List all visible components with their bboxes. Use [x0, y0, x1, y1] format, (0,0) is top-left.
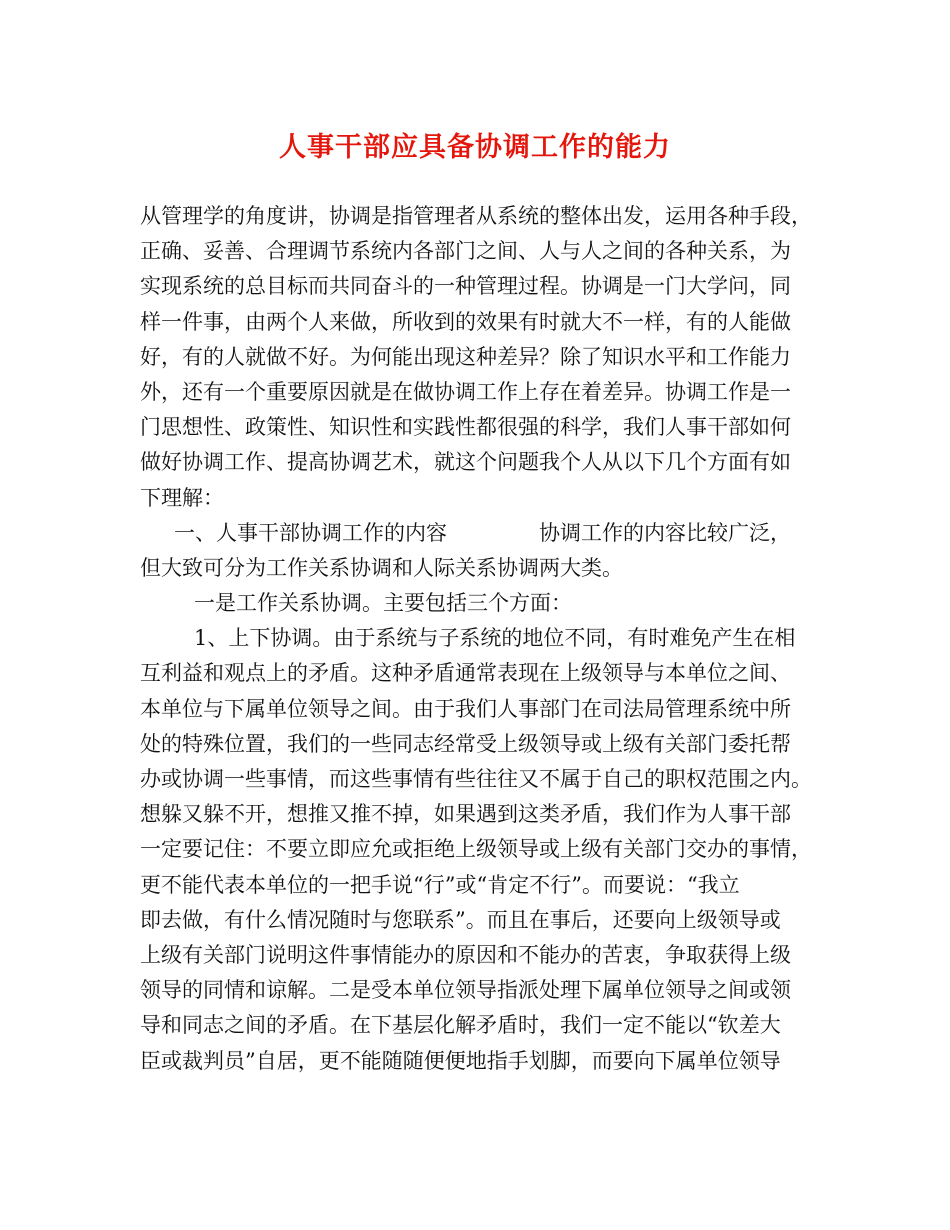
document-body	[140, 199, 820, 1079]
section-heading-line	[140, 516, 820, 551]
paragraph-line: 更不能代表本单位的一把手说“行”或“肯定不行”。而要说：“我立	[140, 872, 740, 897]
paragraph-line: 互利益和观点上的矛盾。这种矛盾通常表现在上级领导与本单位之间、	[140, 661, 791, 686]
paragraph-line: 好，有的人就做不好。为何能出现这种差异？除了知识水平和工作能力	[140, 344, 791, 369]
paragraph-line: 实现系统的总目标而共同奋斗的一种管理过程。协调是一门大学问，同	[140, 274, 791, 299]
paragraph-line: 导和同志之间的矛盾。在下基层化解矛盾时，我们一定不能以“钦差大	[140, 1013, 781, 1038]
paragraph-line: 办或协调一些事情，而这些事情有些往往又不属于自己的职权范围之内。	[140, 767, 812, 791]
paragraph-line: 一定要记住：不要立即应允或拒绝上级领导或上级有关部门交办的事情，	[140, 837, 812, 862]
paragraph-line: 下理解：	[140, 485, 224, 510]
paragraph-line: 即去做，有什么情况随时与您联系”。而且在事后，还要向上级领导或	[140, 907, 781, 932]
paragraph-line: 本单位与下属单位领导之间。由于我们人事部门在司法局管理系统中所	[140, 696, 791, 721]
paragraph-line: 样一件事，由两个人来做，所收到的效果有时就大不一样，有的人能做	[140, 309, 791, 334]
paragraph-line: 门思想性、政策性、知识性和实践性都很强的科学，我们人事干部如何	[140, 415, 791, 440]
subheading-line: 一是工作关系协调。主要包括三个方面：	[194, 591, 572, 616]
paragraph-line: 外，还有一个重要原因就是在做协调工作上存在着差异。协调工作是一	[140, 379, 791, 404]
document-title: 人事干部应具备协调工作的能力	[279, 132, 671, 163]
paragraph-line: 做好协调工作、提高协调艺术，就这个问题我个人从以下几个方面有如	[140, 450, 791, 475]
paragraph-line: 上级有关部门说明这件事情能办的原因和不能办的苦衷，争取获得上级	[140, 942, 791, 967]
section-intro: 协调工作的内容比较广泛，	[539, 520, 791, 545]
section-heading: 一、人事干部协调工作的内容	[174, 520, 447, 545]
paragraph-line: 领导的同情和谅解。二是受本单位领导指派处理下属单位领导之间或领	[140, 978, 791, 1003]
paragraph-line: 处的特殊位置，我们的一些同志经常受上级领导或上级有关部门委托帮	[140, 731, 791, 756]
paragraph-line: 1、上下协调。由于系统与子系统的地位不同，有时难免产生在相	[194, 626, 796, 651]
paragraph-line: 但大致可分为工作关系协调和人际关系协调两大类。	[140, 555, 623, 580]
paragraph-line: 从管理学的角度讲，协调是指管理者从系统的整体出发，运用各种手段，	[140, 204, 812, 228]
paragraph-line: 想躲又躲不开，想推又推不掉，如果遇到这类矛盾，我们作为人事干部	[140, 802, 791, 827]
paragraph-line: 臣或裁判员”自居，更不能随随便便地指手划脚，而要向下属单位领导	[140, 1048, 781, 1073]
paragraph-line: 正确、妥善、合理调节系统内各部门之间、人与人之间的各种关系，为	[140, 239, 791, 264]
